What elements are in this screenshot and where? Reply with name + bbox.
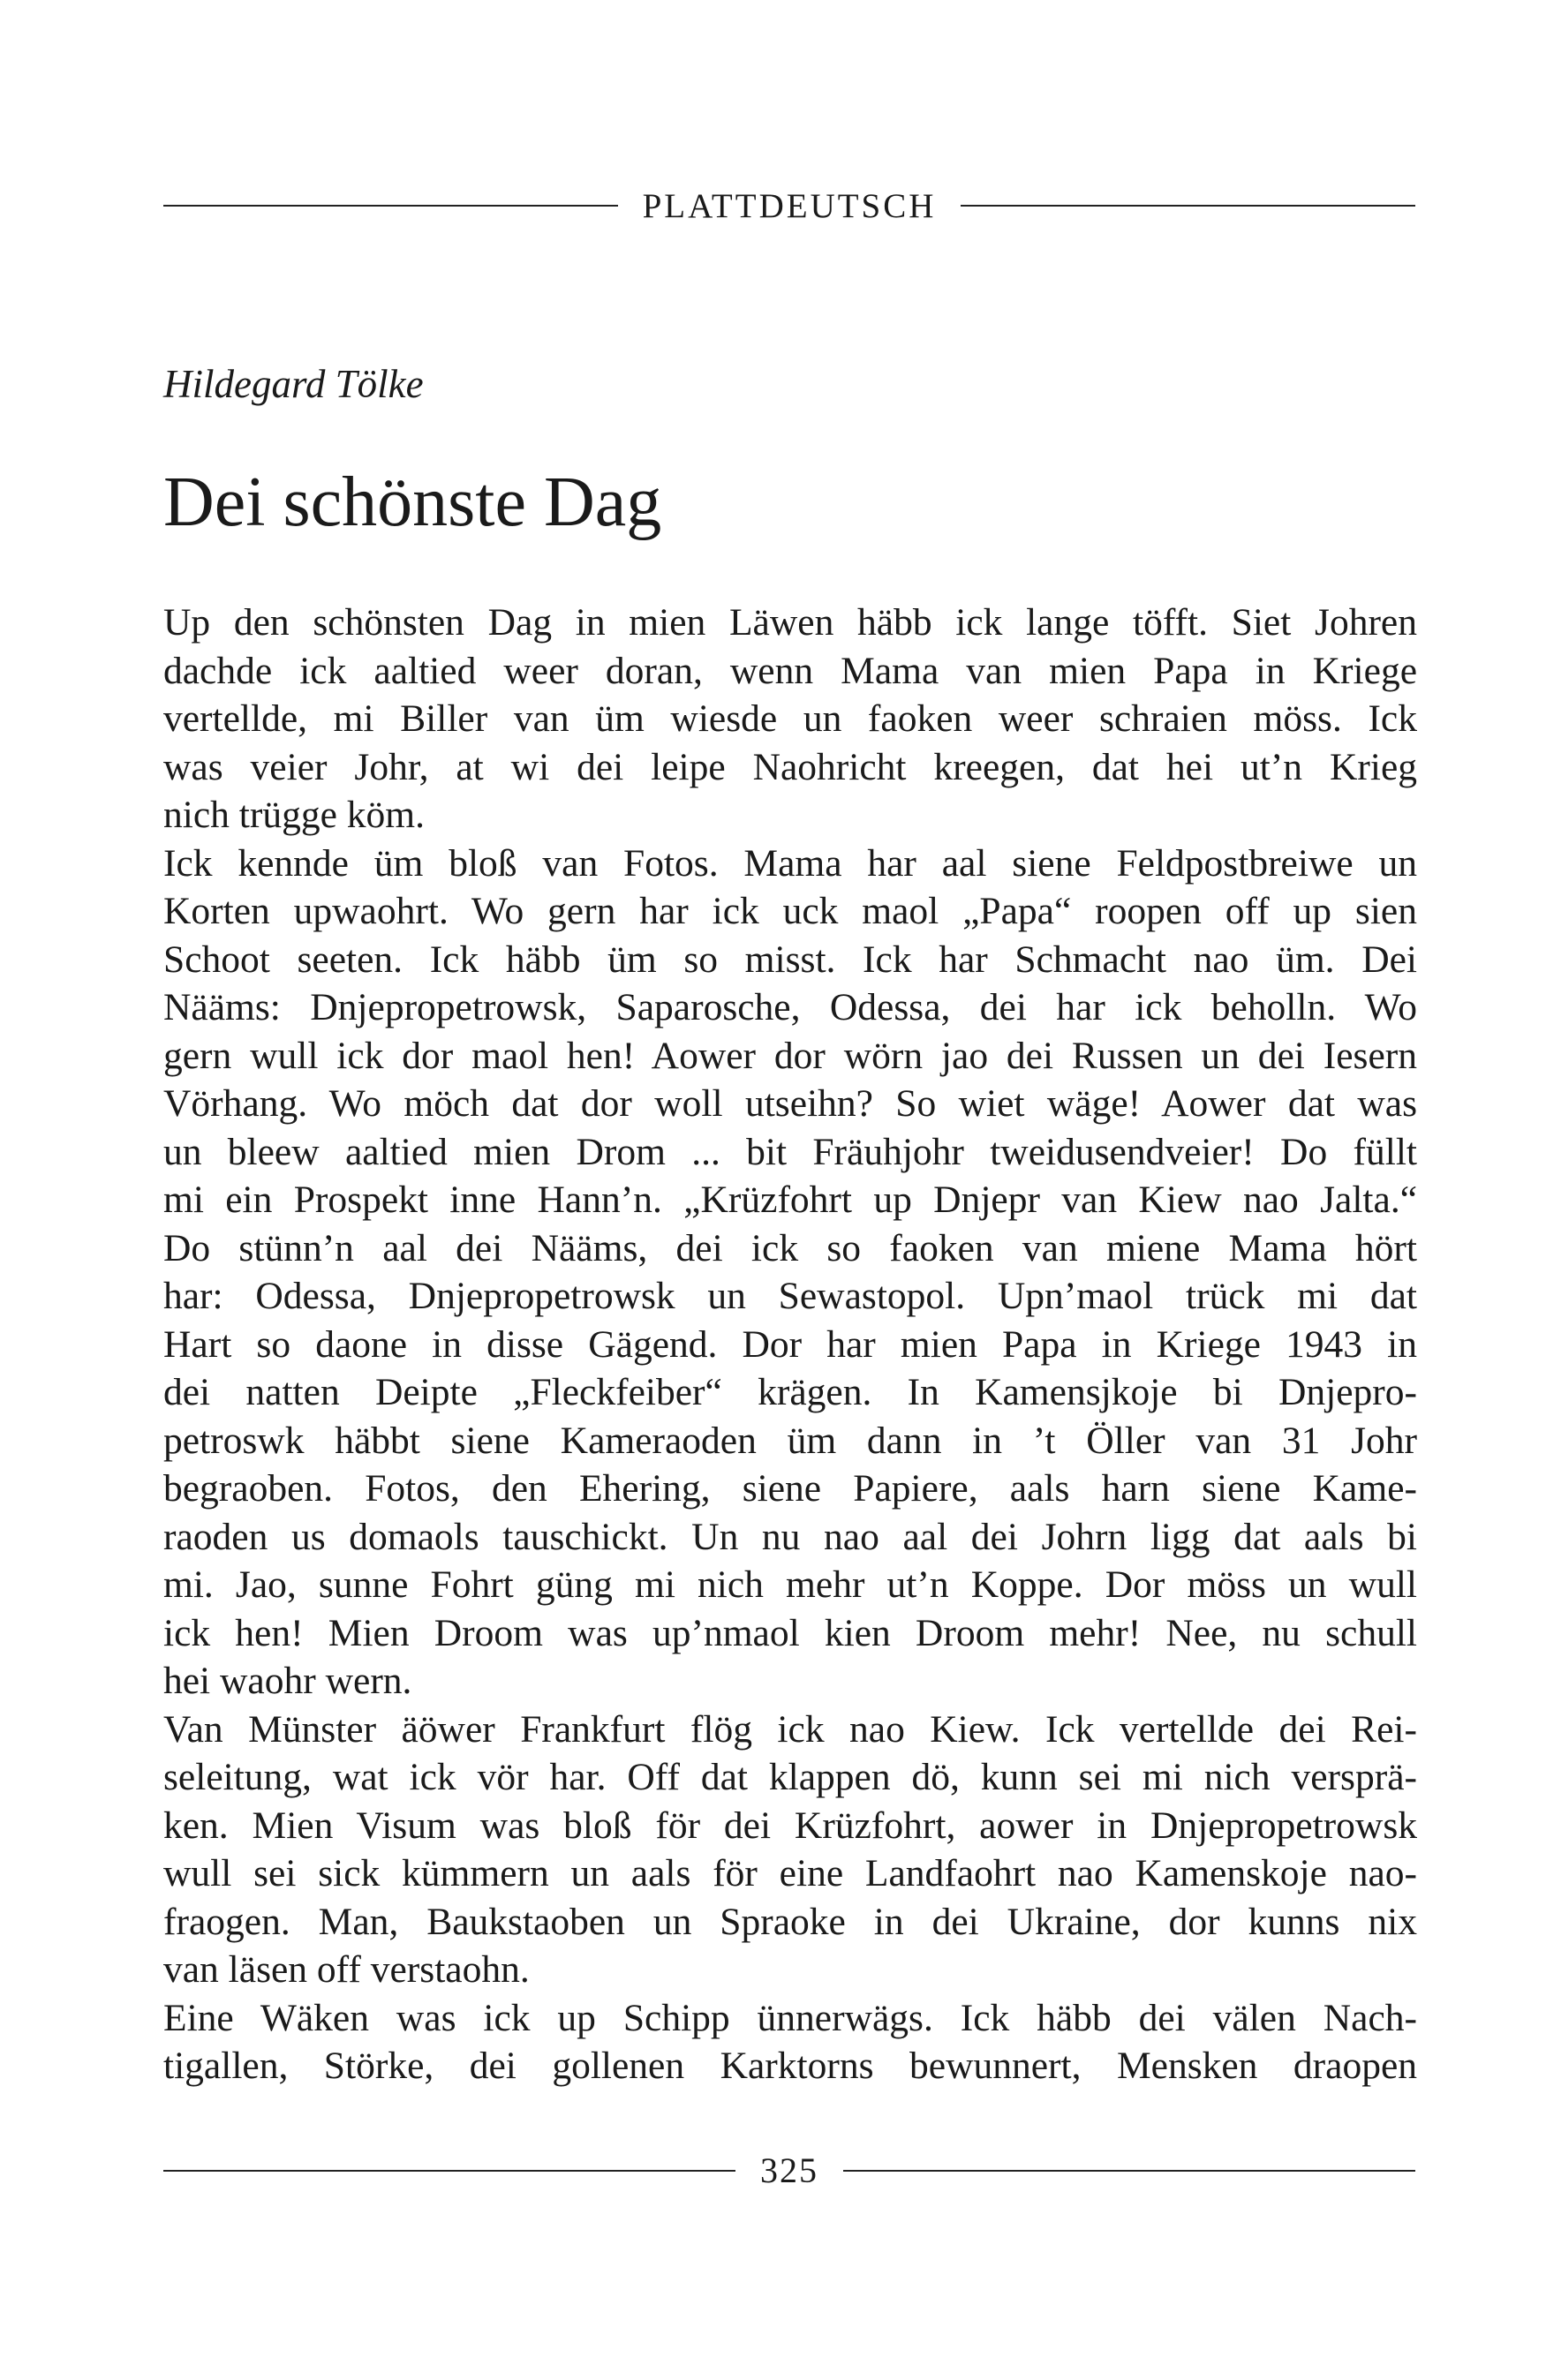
text-line: Eine Wäken was ick up Schipp ünnerwägs. Ick häbb dei välen Nach- [163, 1996, 1417, 2039]
text-line: fraogen. Man, Baukstaoben un Spraoke in dei Ukraine, dor kunns nix [163, 1900, 1417, 1943]
text-line: wull sei sick kümmern un aals för eine Landfaohrt nao Kamenskoje nao- [163, 1852, 1417, 1894]
text-line: Van Münster äöwer Frankfurt flög ick nao Kiew. Ick vertellde dei Rei- [163, 1707, 1417, 1751]
text-line: vertellde, mi Biller van üm wiesde un faoken weer schraien möss. Ick [163, 697, 1417, 740]
text-line: van läsen off verstaohn. [163, 1948, 530, 1991]
text-line: Up den schönsten Dag in mien Läwen häbb ick lange töfft. Siet Johren [163, 601, 1417, 644]
text-line: raoden us domaols tauschickt. Un nu nao aal dei Johrn ligg dat aals bi [163, 1515, 1417, 1558]
text-line: mi ein Prospekt inne Hann’n. „Krüzfohrt up Dnjepr van Kiew nao Jalta.“ [163, 1179, 1417, 1221]
text-line: Korten upwaohrt. Wo gern har ick uck maol „Papa“ roopen off up sien [163, 890, 1417, 932]
text-line: Ick kennde üm bloß van Fotos. Mama har aal siene Feldpostbreiwe un [163, 841, 1417, 885]
text-line: Nääms: Dnjepropetrowsk, Saparosche, Odessa, dei har ick beholln. Wo [163, 986, 1417, 1028]
text-line: begraoben. Fotos, den Ehering, siene Papiere, aals harn siene Kame- [163, 1467, 1417, 1510]
text-line: was veier Johr, at wi dei leipe Naohricht kreegen, dat hei ut’n Krieg [163, 745, 1417, 788]
text-line: gern wull ick dor maol hen! Aower dor wörn jao dei Russen un dei Iesern [163, 1034, 1417, 1077]
header-rule-left [163, 205, 618, 207]
text-line: un bleew aaltied mien Drom ... bit Fräuhjohr tweidusendveier! Do füllt [163, 1130, 1417, 1173]
author-name: Hildegard Tölke [163, 362, 424, 406]
text-line: mi. Jao, sunne Fohrt güng mi nich mehr ut’n Koppe. Dor möss un wull [163, 1563, 1417, 1606]
page-footer [163, 2149, 1415, 2193]
text-line: ken. Mien Visum was bloß för dei Krüzfohrt, aower in Dnjepropetrowsk [163, 1804, 1417, 1847]
text-line: tigallen, Störke, dei gollenen Karktorns bewunnert, Mensken draopen [163, 2045, 1417, 2087]
text-line: ick hen! Mien Droom was up’nmaol kien Droom mehr! Nee, nu schull [163, 1611, 1417, 1654]
text-line: petroswk häbbt siene Kameraoden üm dann in ’t Öller van 31 Johr [163, 1419, 1417, 1462]
running-title: PLATTDEUTSCH [642, 186, 937, 225]
text-line: Vörhang. Wo möch dat dor woll utseihn? So wiet wäge! Aower dat was [163, 1082, 1417, 1125]
text-line: dei natten Deipte „Fleckfeiber“ krägen. In Kamensjkoje bi Dnjepro- [163, 1371, 1417, 1413]
body-text [163, 599, 1417, 2090]
page-number: 325 [760, 2150, 818, 2190]
text-line: seleitung, wat ick vör har. Off dat klappen dö, kunn sei mi nich versprä- [163, 1756, 1417, 1798]
text-line: Hart so daone in disse Gägend. Dor har mien Papa in Kriege 1943 in [163, 1322, 1417, 1366]
text-line: nich trügge köm. [163, 794, 425, 836]
header-rule-right [961, 205, 1415, 207]
text-line: Schoot seeten. Ick häbb üm so misst. Ick har Schmacht nao üm. Dei [163, 938, 1417, 981]
text-line: hei waohr wern. [163, 1660, 412, 1702]
text-line: Do stünn’n aal dei Nääms, dei ick so faoken van miene Mama hört [163, 1226, 1417, 1269]
footer-rule-left [163, 2170, 735, 2172]
running-header [163, 184, 1415, 228]
footer-rule-right [843, 2170, 1415, 2172]
text-line: dachde ick aaltied weer doran, wenn Mama van mien Papa in Kriege [163, 649, 1417, 692]
text-line: har: Odessa, Dnjepropetrowsk un Sewastopol. Upn’maol trück mi dat [163, 1275, 1417, 1317]
article-title: Dei schönste Dag [163, 463, 662, 541]
